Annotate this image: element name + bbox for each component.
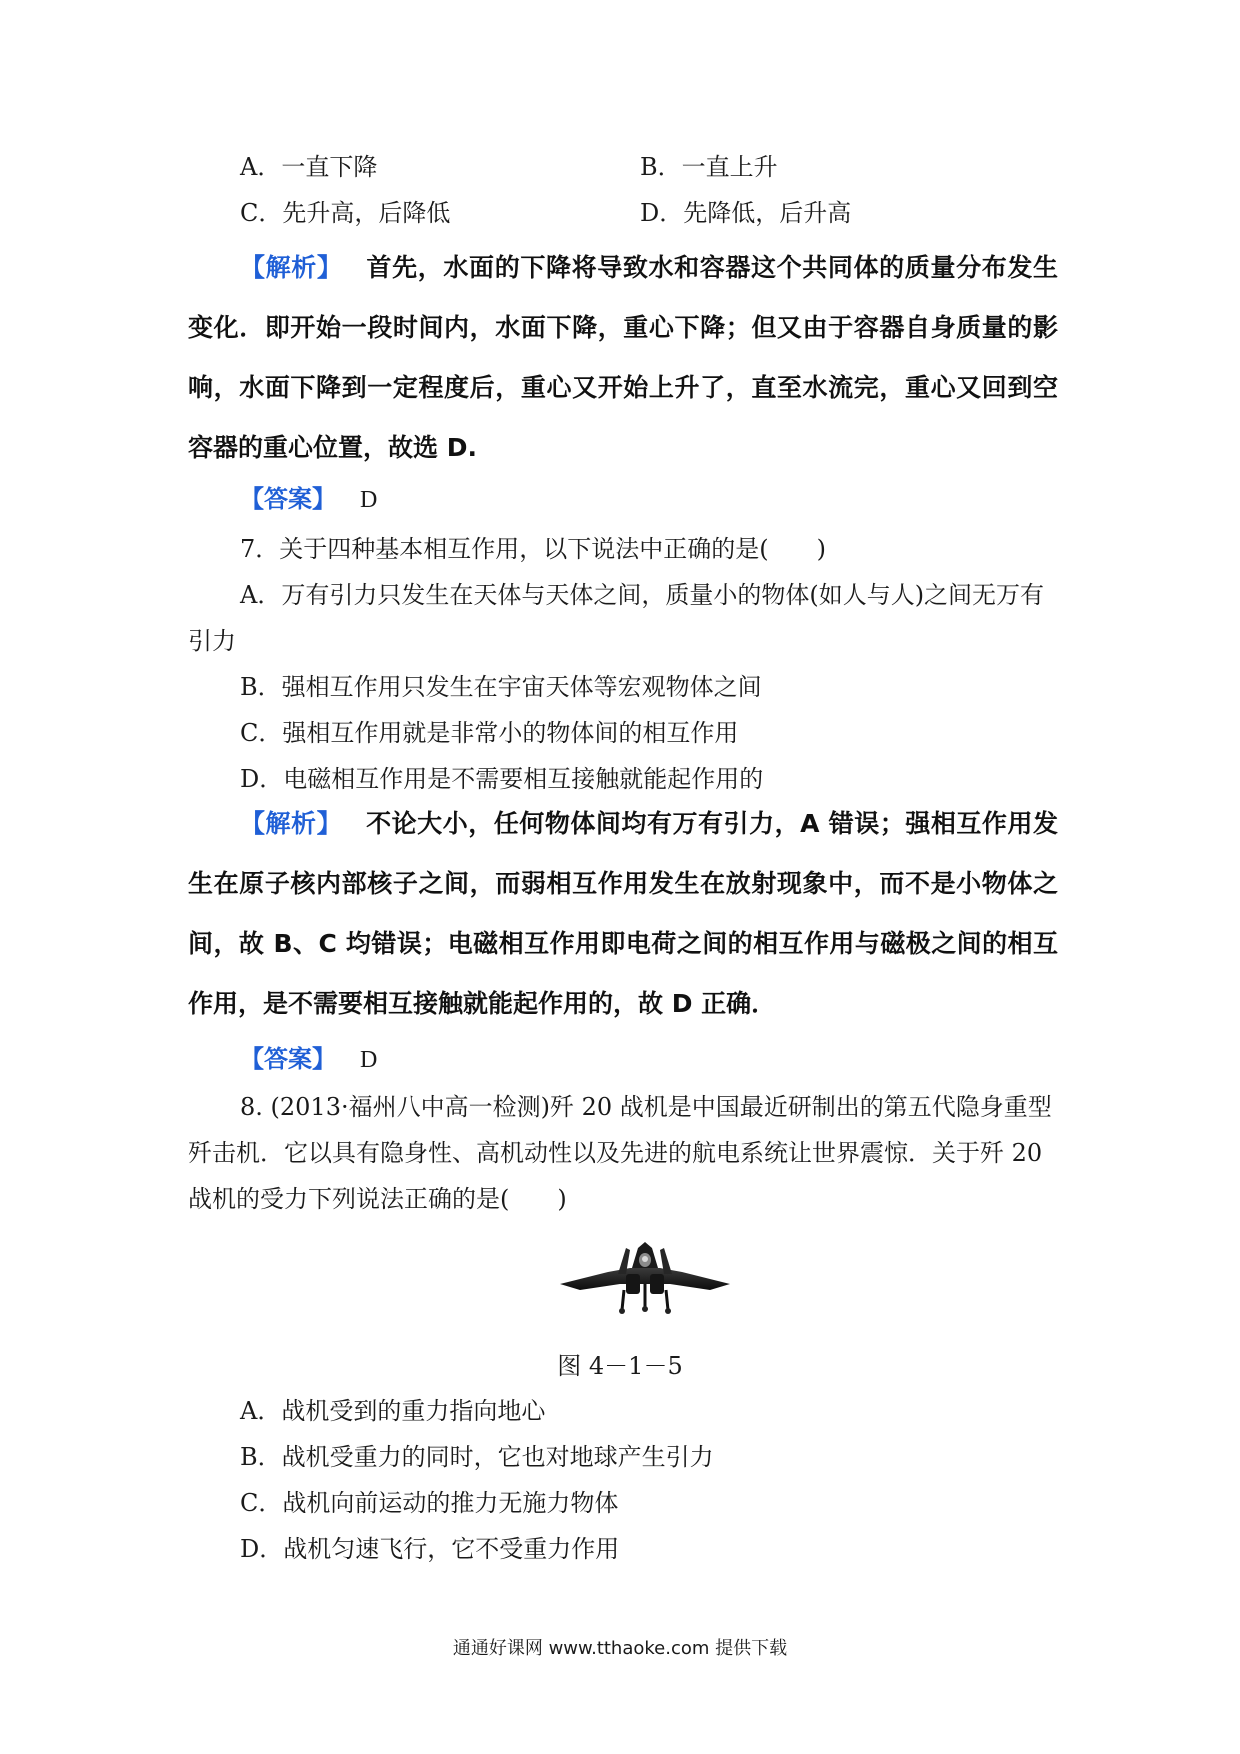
q7-option-a (188, 572, 1058, 664)
q7-answer-value: D (360, 1047, 378, 1073)
figure-caption: 图 4－1－5 (557, 1352, 683, 1380)
q7-option-a-text: A．万有引力只发生在天体与天体之间，质量小的物体(如人与人)之间无万有引力 (188, 581, 1045, 655)
footer-text: 通通好课网 www.tthaoke.com 提供下载 (452, 1638, 788, 1659)
q8-option-d: D．战机匀速飞行，它不受重力作用 (240, 1535, 620, 1563)
q7-option-b: B．强相互作用只发生在宇宙天体等宏观物体之间 (240, 673, 762, 701)
q8-options (240, 1388, 714, 1572)
q7-option-d: D．电磁相互作用是不需要相互接触就能起作用的 (240, 765, 764, 793)
q8-stem (188, 1084, 1058, 1222)
q6-analysis-text: 首先，水面的下降将导致水和容器这个共同体的质量分布发生变化．即开始一段时间内，水面下降，重心下降；但又由于容器自身质量的影响，水面下降到一定程度后，重心又开始上升了，直至水流完，重心又回到空容器的重心位置，故选 D. (188, 253, 1058, 462)
analysis-tag: 【解析】 (240, 253, 343, 282)
q6-answer-value: D (360, 487, 378, 513)
analysis-tag: 【解析】 (240, 809, 343, 838)
q7-analysis (188, 794, 1058, 1034)
q8-option-b: B．战机受重力的同时，它也对地球产生引力 (240, 1443, 714, 1471)
q8-option-a: A．战机受到的重力指向地心 (240, 1397, 546, 1425)
q7-stem (188, 526, 1058, 572)
q6-option-d: D．先降低，后升高 (640, 199, 852, 227)
q6-option-c: C．先升高，后降低 (240, 199, 451, 227)
q8-stem-text: 8. (2013·福州八中高一检测)歼 20 战机是中国最近研制出的第五代隐身重型歼击机．它以具有隐身性、高机动性以及先进的航电系统让世界震惊．关于歼 20 战机的受力下列说法正确的是( ) (188, 1093, 1052, 1213)
q7-option-c: C．强相互作用就是非常小的物体间的相互作用 (240, 719, 739, 747)
q8-option-c: C．战机向前运动的推力无施力物体 (240, 1489, 619, 1517)
q6-option-a: A．一直下降 (240, 153, 378, 181)
q7-analysis-text: 不论大小，任何物体间均有万有引力，A 错误；强相互作用发生在原子核内部核子之间，而弱相互作用发生在放射现象中，而不是小物体之间，故 B、C 均错误；电磁相互作用即电荷之间的相互作用与磁极之间的相互作用，是不需要相互接触就能起作用的，故 D 正确． (188, 809, 1058, 1018)
answer-tag: 【答案】 (240, 1045, 336, 1073)
q6-analysis (188, 238, 1058, 478)
q7-answer (240, 1044, 377, 1075)
q6-answer (240, 484, 377, 515)
q7-options (240, 664, 763, 802)
answer-tag: 【答案】 (240, 485, 336, 513)
q7-stem-text: 7．关于四种基本相互作用，以下说法中正确的是( ) (240, 535, 826, 563)
q6-option-b: B．一直上升 (640, 153, 778, 181)
fighter-jet-image (560, 1238, 730, 1318)
